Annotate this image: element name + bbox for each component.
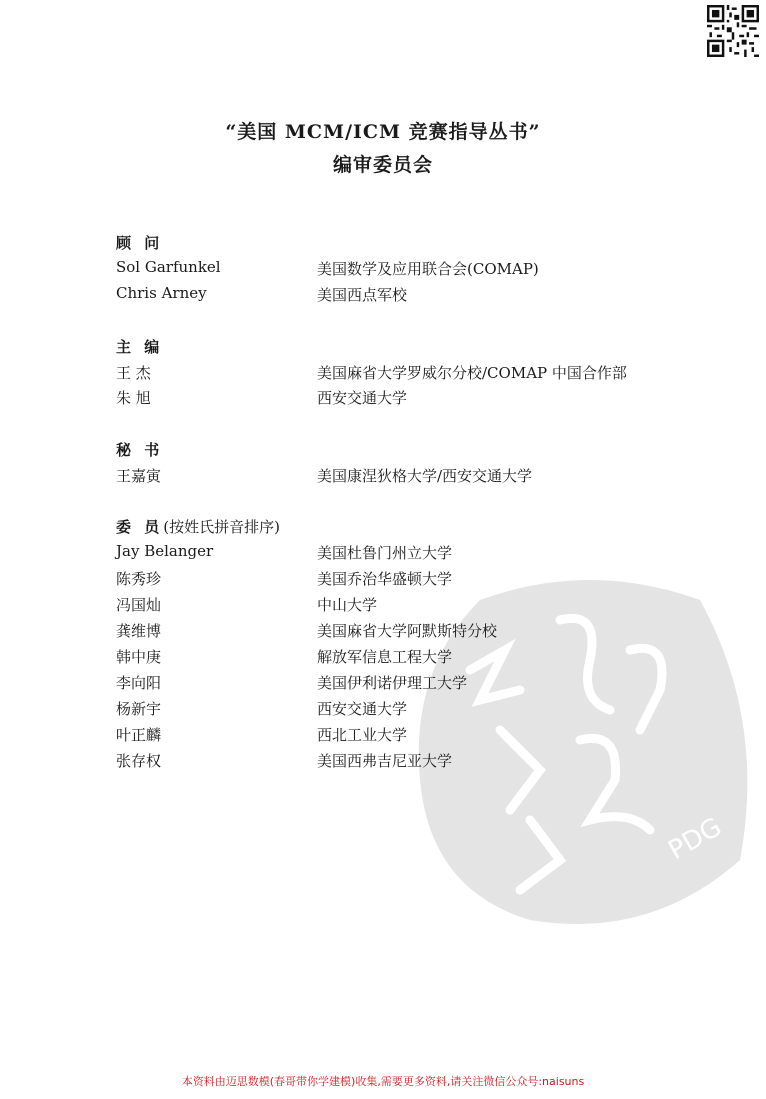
- member-name: Jay Belanger: [116, 542, 214, 560]
- list-item: [116, 646, 716, 668]
- secretary-heading: 秘 书: [116, 441, 164, 459]
- list-item: [116, 362, 716, 384]
- member-affiliation: 美国数学及应用联合会(COMAP): [317, 260, 539, 278]
- member-name: 李向阳: [116, 674, 162, 692]
- member-affiliation: 美国康涅狄格大学/西安交通大学: [317, 467, 533, 485]
- advisors-heading: 顾 问: [116, 234, 164, 252]
- member-name: Sol Garfunkel: [116, 258, 221, 276]
- member-affiliation: 美国伊利诺伊理工大学: [317, 674, 468, 692]
- member-name: Chris Arney: [116, 284, 207, 302]
- member-name: 张存权: [116, 752, 162, 770]
- list-item: [116, 387, 716, 409]
- member-affiliation: 美国西点军校: [317, 286, 408, 304]
- members-heading: [116, 516, 280, 537]
- member-affiliation: 美国杜鲁门州立大学: [317, 544, 453, 562]
- member-affiliation: 解放军信息工程大学: [317, 648, 453, 666]
- list-item: [116, 672, 716, 694]
- member-affiliation: 美国麻省大学罗威尔分校/COMAP 中国合作部: [317, 364, 627, 382]
- member-affiliation: 中山大学: [317, 596, 378, 614]
- list-item: [116, 724, 716, 746]
- member-affiliation: 美国麻省大学阿默斯特分校: [317, 622, 498, 640]
- members-sort-note: (按姓氏拼音排序): [163, 518, 280, 536]
- list-item: [116, 465, 716, 487]
- list-item: [116, 258, 716, 280]
- qr-code-icon: [707, 5, 759, 57]
- member-affiliation: 美国西弗吉尼亚大学: [317, 752, 453, 770]
- committee-title: 编审委员会: [332, 154, 433, 176]
- list-item: [116, 594, 716, 616]
- book-series-title: “美国 MCM/ICM 竞赛指导丛书”: [225, 121, 541, 143]
- list-item: [116, 542, 716, 564]
- member-affiliation: 西安交通大学: [317, 389, 408, 407]
- member-affiliation: 西安交通大学: [317, 700, 408, 718]
- list-item: [116, 698, 716, 720]
- member-name: 龚维博: [116, 622, 162, 640]
- footer-notice: 本资料由迈思数模(春哥带你学建模)收集,需要更多资料,请关注微信公众号:naisuns: [181, 1075, 585, 1088]
- list-item: [116, 284, 716, 306]
- member-name: 叶正麟: [116, 726, 162, 744]
- member-name: 王嘉寅: [116, 467, 162, 485]
- member-name: 朱 旭: [116, 389, 151, 407]
- list-item: [116, 620, 716, 642]
- list-item: [116, 750, 716, 772]
- watermark-text: PDG: [663, 812, 727, 867]
- member-name: 王 杰: [116, 364, 151, 382]
- member-name: 陈秀珍: [116, 570, 162, 588]
- member-name: 杨新宇: [116, 700, 162, 718]
- member-name: 冯国灿: [116, 596, 162, 614]
- member-affiliation: 美国乔治华盛顿大学: [317, 570, 453, 588]
- member-affiliation: 西北工业大学: [317, 726, 408, 744]
- list-item: [116, 568, 716, 590]
- editors-heading: 主 编: [116, 338, 164, 356]
- member-name: 韩中庚: [116, 648, 162, 666]
- members-heading-label: 委 员: [116, 518, 164, 536]
